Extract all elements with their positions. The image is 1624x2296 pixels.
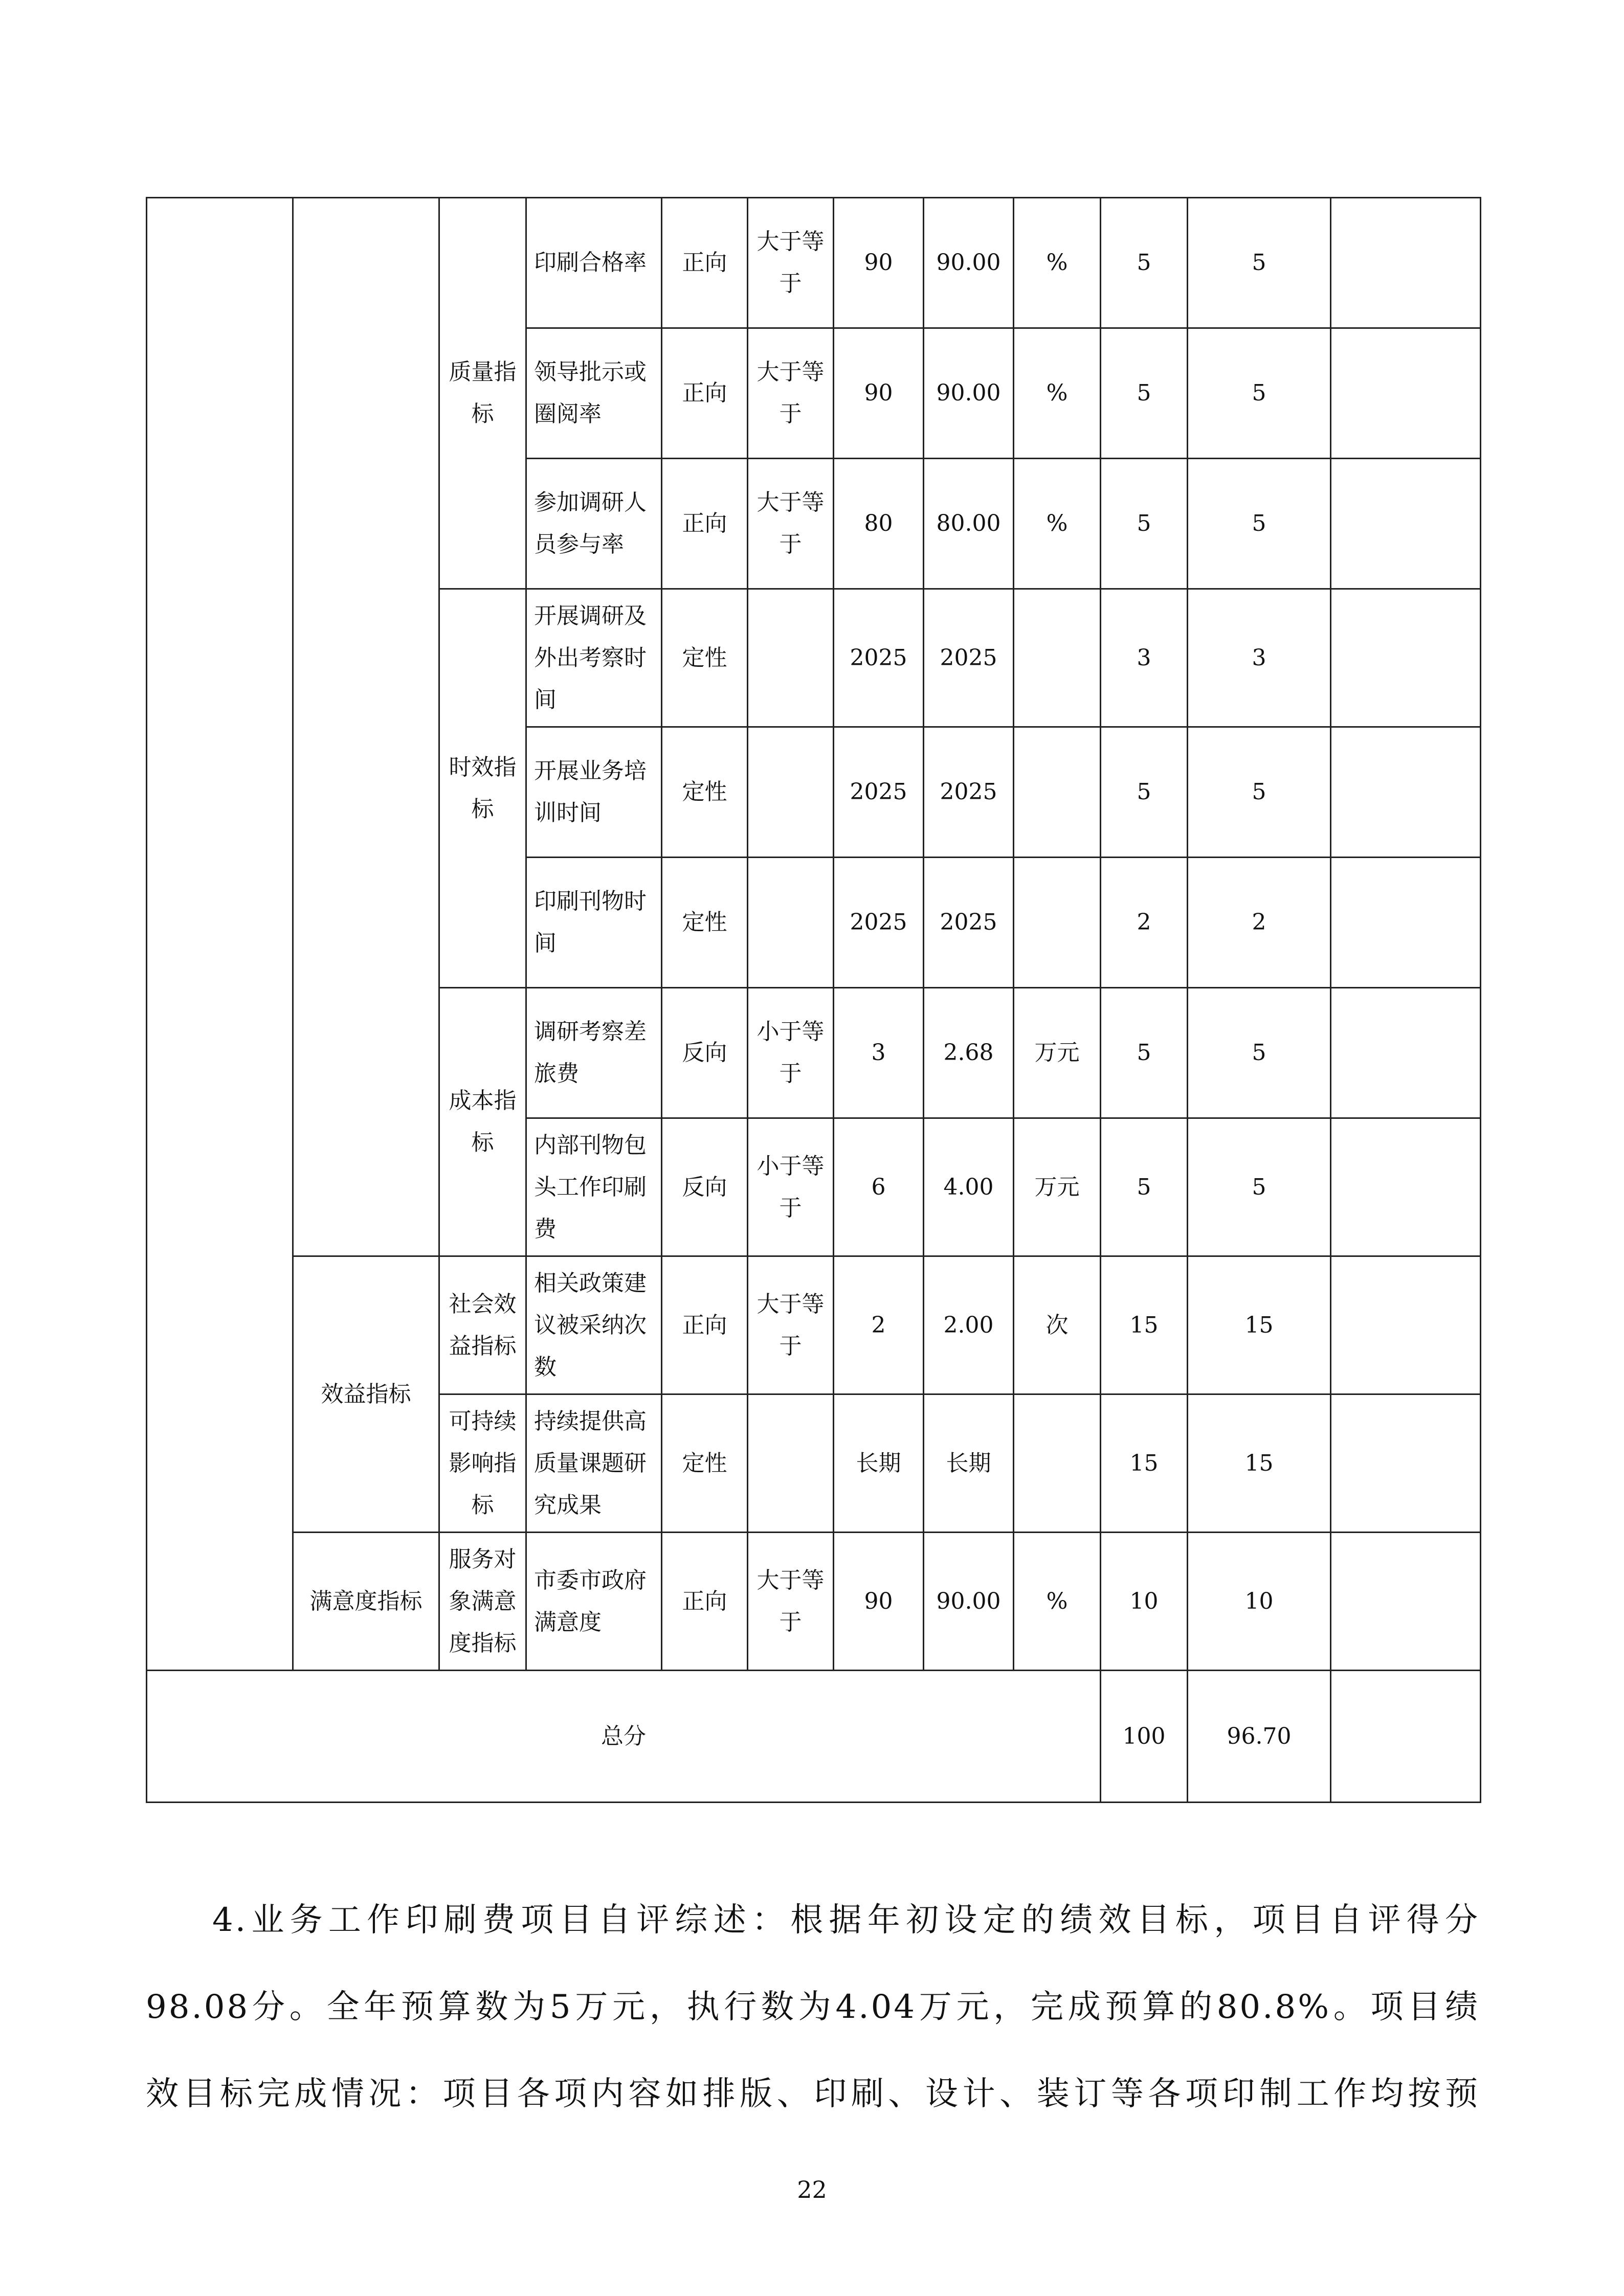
indicator-attribute-cell: 定性	[662, 589, 748, 727]
score-cell: 15	[1188, 1256, 1331, 1394]
total-score-cell: 96.70	[1188, 1671, 1331, 1803]
operator-cell: 大于等于	[748, 1256, 834, 1394]
operator-cell	[748, 727, 834, 858]
operator-cell: 大于等于	[748, 328, 834, 459]
operator-cell: 小于等于	[748, 1118, 834, 1256]
indicator-name-cell: 印刷合格率	[526, 198, 662, 328]
weight-cell: 5	[1101, 198, 1188, 328]
indicator-name-cell: 印刷刊物时间	[526, 858, 662, 988]
weight-cell: 5	[1101, 328, 1188, 459]
level2-indicator-cell: 效益指标	[293, 1256, 439, 1533]
unit-cell: 次	[1014, 1256, 1101, 1394]
performance-indicator-table	[146, 197, 1481, 1803]
summary-paragraph-line-3: 效目标完成情况：项目各项内容如排版、印刷、设计、装订等各项印制工作均按预	[146, 2075, 1480, 2113]
indicator-attribute-cell: 定性	[662, 1394, 748, 1533]
score-cell: 2	[1188, 858, 1331, 988]
summary-paragraph-line-1: 4.业务工作印刷费项目自评综述：根据年初设定的绩效目标，项目自评得分	[212, 1901, 1480, 1939]
total-label-cell: 总分	[147, 1671, 1101, 1803]
operator-cell	[748, 1394, 834, 1533]
remark-cell	[1331, 198, 1481, 328]
weight-cell: 15	[1101, 1394, 1188, 1533]
level1-indicator-cell	[147, 198, 293, 1671]
actual-value-cell: 2025	[924, 727, 1014, 858]
score-cell: 5	[1188, 727, 1331, 858]
total-remark-cell	[1331, 1671, 1481, 1803]
actual-value-cell: 90.00	[924, 328, 1014, 459]
score-cell: 5	[1188, 198, 1331, 328]
score-cell: 15	[1188, 1394, 1331, 1533]
score-cell: 3	[1188, 589, 1331, 727]
indicator-name-cell: 参加调研人员参与率	[526, 459, 662, 589]
operator-cell: 小于等于	[748, 988, 834, 1118]
operator-cell	[748, 589, 834, 727]
actual-value-cell: 2.00	[924, 1256, 1014, 1394]
score-cell: 5	[1188, 1118, 1331, 1256]
level3-indicator-cell: 社会效益指标	[439, 1256, 526, 1394]
score-cell: 5	[1188, 988, 1331, 1118]
table-row	[147, 198, 1481, 328]
indicator-name-cell: 领导批示或圈阅率	[526, 328, 662, 459]
table-row	[147, 1533, 1481, 1671]
indicator-attribute-cell: 正向	[662, 1256, 748, 1394]
unit-cell: %	[1014, 328, 1101, 459]
level2-indicator-cell: 满意度指标	[293, 1533, 439, 1671]
actual-value-cell: 长期	[924, 1394, 1014, 1533]
unit-cell	[1014, 589, 1101, 727]
level3-indicator-cell: 质量指标	[439, 198, 526, 589]
remark-cell	[1331, 459, 1481, 589]
weight-cell: 5	[1101, 727, 1188, 858]
target-value-cell: 90	[834, 1533, 924, 1671]
score-cell: 5	[1188, 459, 1331, 589]
indicator-attribute-cell: 正向	[662, 1533, 748, 1671]
indicator-name-cell: 开展调研及外出考察时间	[526, 589, 662, 727]
indicator-name-cell: 开展业务培训时间	[526, 727, 662, 858]
summary-paragraph-line-2: 98.08分。全年预算数为5万元，执行数为4.04万元，完成预算的80.8%。项目绩	[146, 1988, 1480, 2026]
operator-cell: 大于等于	[748, 459, 834, 589]
unit-cell	[1014, 727, 1101, 858]
target-value-cell: 2025	[834, 589, 924, 727]
table-row	[147, 1256, 1481, 1394]
target-value-cell: 6	[834, 1118, 924, 1256]
level3-indicator-cell: 时效指标	[439, 589, 526, 988]
remark-cell	[1331, 589, 1481, 727]
unit-cell: %	[1014, 459, 1101, 589]
indicator-attribute-cell: 正向	[662, 198, 748, 328]
actual-value-cell: 90.00	[924, 1533, 1014, 1671]
actual-value-cell: 4.00	[924, 1118, 1014, 1256]
unit-cell	[1014, 858, 1101, 988]
indicator-attribute-cell: 正向	[662, 459, 748, 589]
indicator-name-cell: 持续提供高质量课题研究成果	[526, 1394, 662, 1533]
indicator-attribute-cell: 反向	[662, 1118, 748, 1256]
target-value-cell: 90	[834, 328, 924, 459]
operator-cell: 大于等于	[748, 198, 834, 328]
actual-value-cell: 2.68	[924, 988, 1014, 1118]
target-value-cell: 90	[834, 198, 924, 328]
weight-cell: 5	[1101, 988, 1188, 1118]
unit-cell	[1014, 1394, 1101, 1533]
target-value-cell: 3	[834, 988, 924, 1118]
indicator-name-cell: 相关政策建议被采纳次数	[526, 1256, 662, 1394]
indicator-name-cell: 调研考察差旅费	[526, 988, 662, 1118]
actual-value-cell: 80.00	[924, 459, 1014, 589]
level3-indicator-cell: 成本指标	[439, 988, 526, 1256]
remark-cell	[1331, 1533, 1481, 1671]
weight-cell: 15	[1101, 1256, 1188, 1394]
level3-indicator-cell: 服务对象满意度指标	[439, 1533, 526, 1671]
remark-cell	[1331, 1118, 1481, 1256]
performance-table-wrapper	[146, 197, 1480, 1803]
unit-cell: 万元	[1014, 1118, 1101, 1256]
weight-cell: 5	[1101, 1118, 1188, 1256]
indicator-attribute-cell: 反向	[662, 988, 748, 1118]
target-value-cell: 2025	[834, 727, 924, 858]
actual-value-cell: 2025	[924, 858, 1014, 988]
indicator-attribute-cell: 定性	[662, 858, 748, 988]
unit-cell: %	[1014, 198, 1101, 328]
remark-cell	[1331, 858, 1481, 988]
target-value-cell: 2	[834, 1256, 924, 1394]
target-value-cell: 长期	[834, 1394, 924, 1533]
level2-indicator-cell	[293, 198, 439, 1256]
indicator-name-cell: 市委市政府满意度	[526, 1533, 662, 1671]
indicator-attribute-cell: 正向	[662, 328, 748, 459]
total-row	[147, 1671, 1481, 1803]
remark-cell	[1331, 988, 1481, 1118]
level3-indicator-cell: 可持续影响指标	[439, 1394, 526, 1533]
remark-cell	[1331, 328, 1481, 459]
indicator-name-cell: 内部刊物包头工作印刷费	[526, 1118, 662, 1256]
unit-cell: %	[1014, 1533, 1101, 1671]
operator-cell: 大于等于	[748, 1533, 834, 1671]
target-value-cell: 80	[834, 459, 924, 589]
page-number: 22	[797, 2176, 827, 2203]
weight-cell: 2	[1101, 858, 1188, 988]
remark-cell	[1331, 1394, 1481, 1533]
remark-cell	[1331, 727, 1481, 858]
weight-cell: 3	[1101, 589, 1188, 727]
score-cell: 5	[1188, 328, 1331, 459]
total-weight-cell: 100	[1101, 1671, 1188, 1803]
actual-value-cell: 2025	[924, 589, 1014, 727]
indicator-attribute-cell: 定性	[662, 727, 748, 858]
unit-cell: 万元	[1014, 988, 1101, 1118]
weight-cell: 5	[1101, 459, 1188, 589]
actual-value-cell: 90.00	[924, 198, 1014, 328]
score-cell: 10	[1188, 1533, 1331, 1671]
remark-cell	[1331, 1256, 1481, 1394]
target-value-cell: 2025	[834, 858, 924, 988]
operator-cell	[748, 858, 834, 988]
weight-cell: 10	[1101, 1533, 1188, 1671]
